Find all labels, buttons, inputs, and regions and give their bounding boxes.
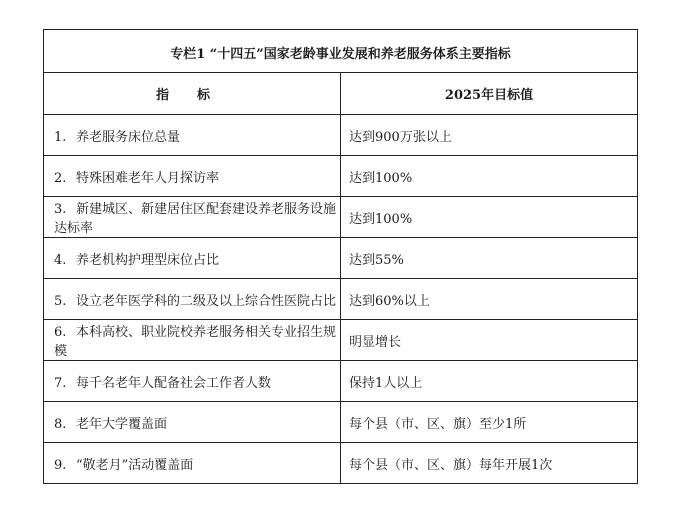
table-row — [44, 443, 638, 484]
target-cell: 达到100% — [341, 156, 638, 197]
table-header-row — [44, 73, 638, 115]
row-number: 8. — [54, 416, 67, 432]
indicator-text: 特殊困难老年人月探访率 — [76, 170, 220, 186]
indicator-cell — [44, 197, 341, 238]
target-cell: 达到55% — [341, 238, 638, 279]
table-row — [44, 115, 638, 156]
indicator-table-container — [43, 29, 638, 484]
indicator-cell — [44, 443, 341, 484]
indicator-text: 设立老年医学科的二级及以上综合性医院占比 — [76, 293, 337, 309]
target-cell: 达到900万张以上 — [341, 115, 638, 156]
target-cell: 每个县（市、区、旗）至少1所 — [341, 402, 638, 443]
row-number: 1. — [54, 129, 67, 145]
indicator-cell — [44, 238, 341, 279]
row-number: 3. — [54, 202, 67, 217]
indicator-text: “敬老月”活动覆盖面 — [76, 457, 194, 473]
row-number: 4. — [54, 252, 67, 268]
target-cell: 每个县（市、区、旗）每年开展1次 — [341, 443, 638, 484]
indicator-text: 新建城区、新建居住区配套建设养老服务设施达标率 — [54, 202, 337, 236]
target-cell: 明显增长 — [341, 320, 638, 361]
row-number: 9. — [54, 457, 67, 473]
row-number: 2. — [54, 170, 67, 186]
target-cell: 保持1人以上 — [341, 361, 638, 402]
table-row — [44, 238, 638, 279]
indicator-cell — [44, 279, 341, 320]
table-row — [44, 197, 638, 238]
indicator-cell — [44, 402, 341, 443]
row-number: 7. — [54, 375, 67, 391]
table-row — [44, 402, 638, 443]
header-indicator: 指标 — [44, 73, 341, 115]
indicator-text: 养老机构护理型床位占比 — [76, 252, 220, 268]
table-row — [44, 361, 638, 402]
table-row — [44, 320, 638, 361]
table-row — [44, 156, 638, 197]
indicator-text: 每千名老年人配备社会工作者人数 — [76, 375, 272, 391]
indicator-cell — [44, 320, 341, 361]
indicator-table — [43, 29, 638, 484]
indicator-cell — [44, 115, 341, 156]
indicator-text: 老年大学覆盖面 — [76, 416, 168, 432]
row-number: 5. — [54, 293, 67, 309]
row-number: 6. — [54, 325, 67, 340]
indicator-cell — [44, 361, 341, 402]
header-target: 2025年目标值 — [341, 73, 638, 115]
indicator-text: 养老服务床位总量 — [76, 129, 181, 145]
target-cell: 达到100% — [341, 197, 638, 238]
table-title-row — [44, 30, 638, 73]
table-title: 专栏1 “十四五”国家老龄事业发展和养老服务体系主要指标 — [44, 30, 638, 73]
indicator-text: 本科高校、职业院校养老服务相关专业招生规模 — [54, 325, 337, 359]
table-row — [44, 279, 638, 320]
target-cell: 达到60%以上 — [341, 279, 638, 320]
indicator-cell — [44, 156, 341, 197]
